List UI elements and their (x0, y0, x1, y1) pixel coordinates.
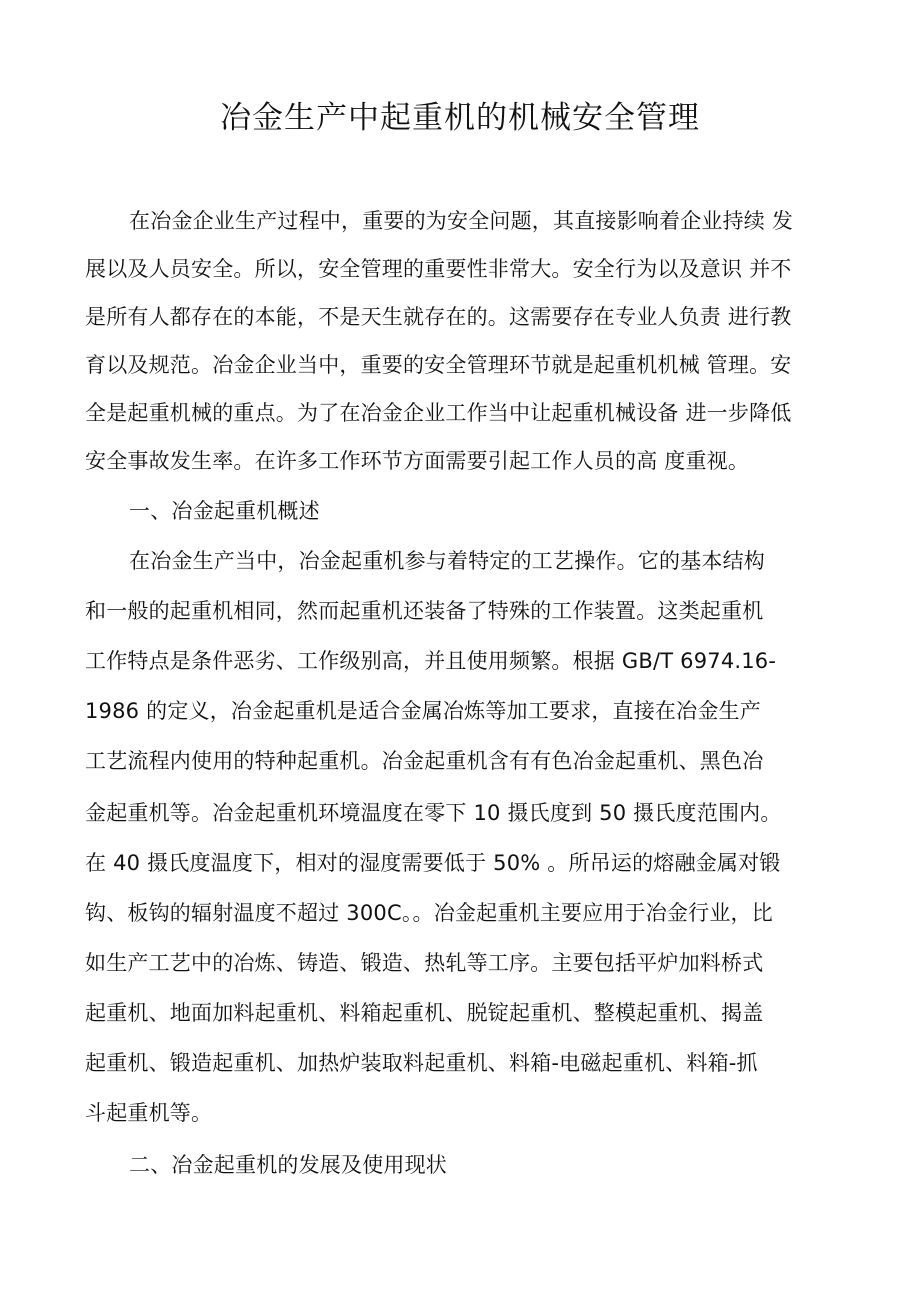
paragraph-line: 在 40 摄氏度温度下，相对的湿度需要低于 50% 。所吊运的熔融金属对锻 (85, 851, 781, 875)
paragraph-line: 如生产工艺中的冶炼、铸造、锻造、热轧等工序。主要包括平炉加料桥式 (85, 951, 764, 975)
paragraph-line: 工作特点是条件恶劣、工作级别高，并且使用频繁。根据 GB/T 6974.16- (85, 649, 777, 673)
paragraph-line: 是所有人都存在的本能，不是天生就存在的。这需要存在专业人负责 进行教 (85, 305, 792, 329)
paragraph-line: 在冶金企业生产过程中，重要的为安全问题，其直接影响着企业持续 发 (129, 209, 794, 233)
paragraph-line: 育以及规范。冶金企业当中，重要的安全管理环节就是起重机机械 管理。安 (85, 353, 792, 377)
paragraph-line: 安全事故发生率。在许多工作环节方面需要引起工作人员的高 度重视。 (85, 449, 750, 473)
document-title: 冶金生产中起重机的机械安全管理 (220, 100, 700, 136)
paragraph-line: 斗起重机等。 (85, 1101, 213, 1125)
paragraph-line: 工艺流程内使用的特种起重机。冶金起重机含有有色冶金起重机、黑色冶 (85, 749, 764, 773)
paragraph-line: 1986 的定义，冶金起重机是适合金属冶炼等加工要求，直接在冶金生产 (85, 699, 761, 723)
paragraph-line: 起重机、地面加料起重机、料箱起重机、脱锭起重机、整模起重机、揭盖 (85, 1001, 764, 1025)
paragraph-line: 在冶金生产当中，冶金起重机参与着特定的工艺操作。它的基本结构 (129, 549, 765, 573)
paragraph-line: 钩、板钩的辐射温度不超过 300C。。冶金起重机主要应用于冶金行业，比 (85, 901, 773, 925)
paragraph-line: 金起重机等。冶金起重机环境温度在零下 10 摄氏度到 50 摄氏度范围内。 (85, 801, 782, 825)
paragraph-line: 和一般的起重机相同，然而起重机还装备了特殊的工作装置。这类起重机 (85, 599, 764, 623)
section-heading: 二、冶金起重机的发展及使用现状 (129, 1153, 447, 1177)
paragraph-line: 展以及人员安全。所以，安全管理的重要性非常大。安全行为以及意识 并不 (85, 257, 792, 281)
section-heading: 一、冶金起重机概述 (129, 499, 320, 523)
paragraph-line: 全是起重机械的重点。为了在冶金企业工作当中让起重机械设备 进一步降低 (85, 401, 792, 425)
paragraph-line: 起重机、锻造起重机、加热炉装取料起重机、料箱-电磁起重机、料箱-抓 (85, 1051, 758, 1075)
